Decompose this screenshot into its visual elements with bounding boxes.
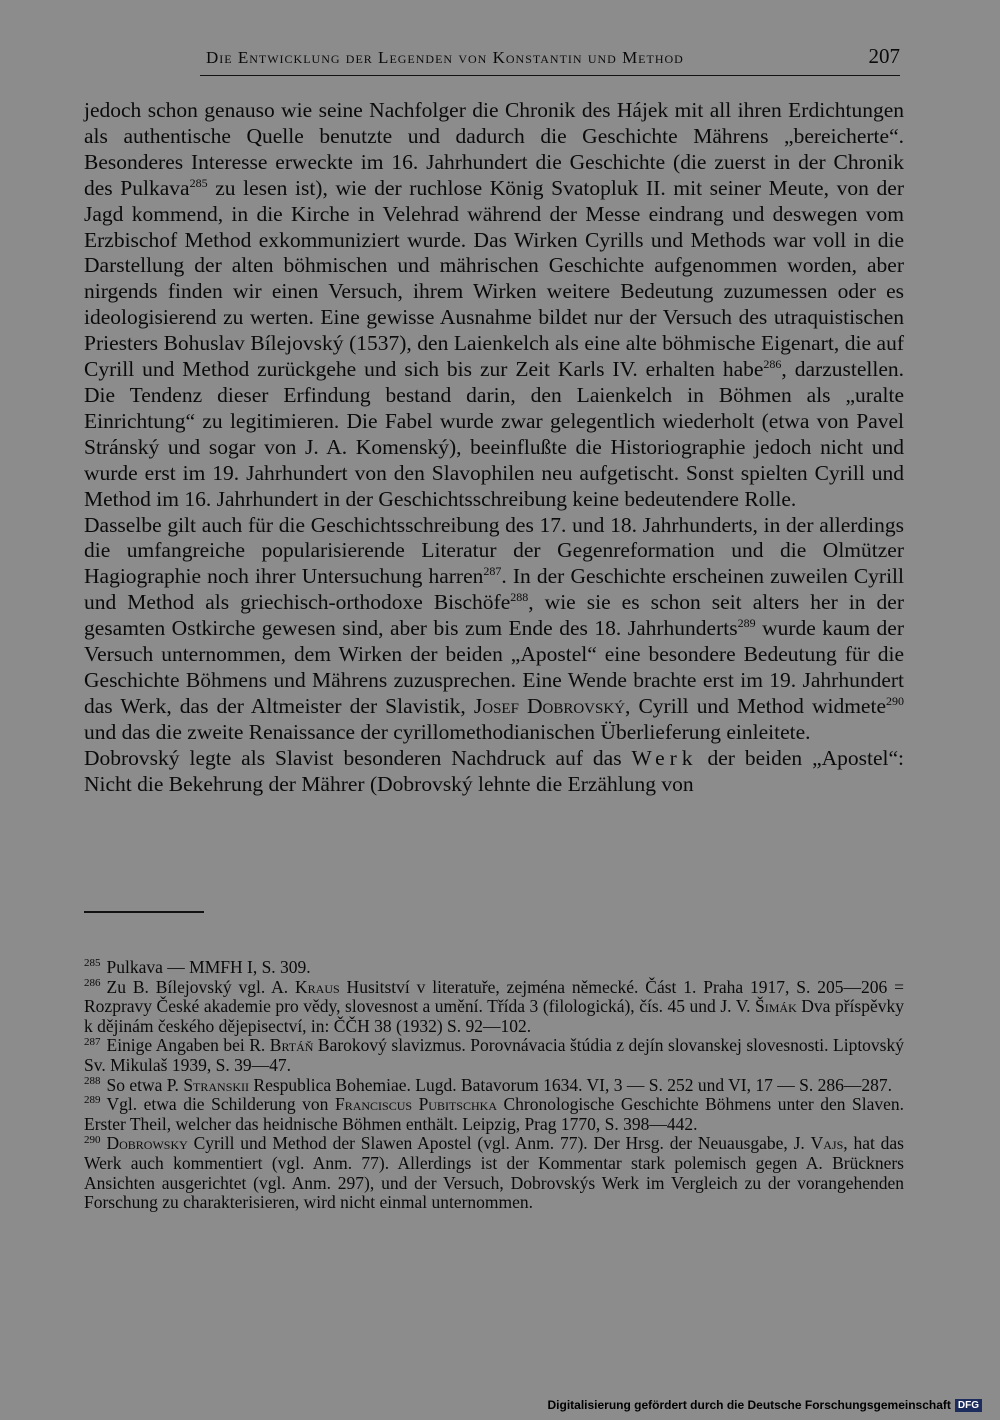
- footnote-285: [84, 958, 904, 978]
- footnote-text: Vgl. etwa die Schilderung von: [106, 1094, 335, 1115]
- author-name: Kraus: [295, 976, 340, 997]
- footnote-text: Zu B. Bílejovský vgl. A.: [106, 976, 296, 997]
- footnote-ref-286[interactable]: 286: [763, 356, 782, 371]
- dfg-logo: DFG: [955, 1399, 982, 1412]
- footnote-number: 286: [84, 976, 101, 989]
- paragraph-2: [84, 513, 904, 746]
- paragraph-1-part-b: zu lesen ist), wie der ruchlose König Svatopluk II. mit seiner Meute, von der Jagd kommend, in die Kirche in Velehrad während der Messe eindrang und deswegen vom Erzbischof Method exkommuniziert wurde. Das Wirken Cyrills und Methods war voll in die Darstellung der alten böhmischen und mährischen Geschichte aufgenommen worden, aber nirgends finden wir einen Versuch, ihrem Wirken weitere Bedeutung zuzumessen oder es ideologisierend zu werten. Eine gewisse Ausnahme bildet nur der Versuch des utraquistischen Priesters Bohuslav Bílejovský (1537), den Laienkelch als eine alte böhmische Eigenart, die auf Cyrill und Method zurückgehe und sich bis zur Zeit Karls IV. erhalten habe: [84, 175, 904, 382]
- footnote-ref-285[interactable]: 285: [189, 175, 208, 190]
- running-header: [200, 42, 900, 76]
- footnote-289: [84, 1095, 904, 1134]
- footnote-ref-288[interactable]: 288: [510, 590, 529, 605]
- author-name: Brtáň: [269, 1035, 314, 1056]
- paragraph-2-part-c: , wie sie es schon seit alters her in der gesamten Ostkirche gewesen sind, aber bis zum Ende des 18. Jahrhunderts: [84, 590, 904, 641]
- footnote-text: So etwa P.: [106, 1074, 184, 1095]
- footnote-text: Cyrill und Method der Slawen Apostel (vgl. Anm. 77). Der Hrsg. der Neuausgabe, J.: [187, 1133, 811, 1154]
- credit-text: Digitalisierung gefördert durch die Deutsche Forschungsgemeinschaft: [547, 1398, 951, 1412]
- footnote-ref-290[interactable]: 290: [886, 693, 904, 708]
- body-text: [84, 98, 904, 797]
- footnote-separator: [84, 911, 204, 913]
- footnote-286: [84, 978, 904, 1037]
- author-name: Šimák: [755, 996, 797, 1017]
- paragraph-2-part-f: und das die zweite Renaissance der cyrillomethodianischen Überlieferung einleitete.: [84, 719, 811, 744]
- author-name: Franciscus Pubitschka: [334, 1094, 497, 1115]
- author-name: Stranskii: [183, 1074, 250, 1095]
- footnote-ref-287[interactable]: 287: [483, 564, 502, 579]
- footnote-text: Dva příspěvky k dějinám českého dějepisectví, in: ČČH 38 (1932) S. 92—102.: [84, 996, 904, 1036]
- page-number: 207: [868, 44, 900, 68]
- footnote-text: Chronologische Geschichte Böhmens unter den Slaven. Erster Theil, welcher das heidnische Böhmen enthält. Leipzig, Prag 1770, S. 398—442.: [84, 1094, 905, 1134]
- footnote-number: 290: [84, 1133, 101, 1146]
- header-rule: [200, 75, 900, 76]
- footnote-287: [84, 1036, 904, 1075]
- footnote-ref-289[interactable]: 289: [737, 615, 756, 630]
- footnote-text: Pulkava — MMFH I, S. 309.: [106, 957, 311, 977]
- paragraph-1-part-a: jedoch schon genauso wie seine Nachfolger die Chronik des Hájek mit all ihren Erdichtungen als authentische Quelle benutzte und dadurch die Geschichte Mährens „bereicherte“. Besonderes Interesse erweckte im 16. Jahrhundert die Geschichte (die zuerst in der Chronik des Pulkava: [84, 98, 904, 200]
- footnotes: [84, 958, 904, 1213]
- footnote-288: [84, 1076, 904, 1096]
- emphasis-werk: Werk: [631, 745, 698, 770]
- author-name-dobrovsky: Josef Dobrovský: [473, 693, 626, 718]
- paragraph-2-part-b: . In der Geschichte erscheinen zuweilen Cyrill und Method als griechisch-orthodoxe Bischöfe: [84, 564, 905, 615]
- paragraph-1-part-c: , darzustellen. Die Tendenz dieser Erfindung bestand darin, den Laienkelch in Böhmen als „uralte Einrichtung“ zu legitimieren. Die Fabel wurde zwar gelegentlich wiederholt (etwa von Pavel Stránský und sogar von J. A. Komenský), beeinflußte die Historiographie jedoch nicht und wurde erst im 19. Jahrhundert von den Slavophilen neu aufgetischt. Sonst spielten Cyrill und Method im 16. Jahrhundert in der Geschichtsschreibung keine bedeutendere Rolle.: [84, 357, 904, 511]
- paragraph-2-part-e: , Cyrill und Method widmete: [625, 693, 886, 718]
- paragraph-1: [84, 98, 904, 513]
- running-title: Die Entwicklung der Legenden von Konstantin und Method: [206, 48, 684, 67]
- paragraph-2-part-a: Dasselbe gilt auch für die Geschichtsschreibung des 17. und 18. Jahrhunderts, in der allerdings die umfangreiche popularisierende Literatur der Gegenreformation und die Olmützer Hagiographie noch ihrer Untersuchung harren: [84, 512, 904, 589]
- footnote-number: 289: [84, 1094, 101, 1107]
- paragraph-2-part-d: wurde kaum der Versuch unternommen, dem Wirken der beiden „Apostel“ eine besondere Bedeutung für die Geschichte Böhmens und Mährens zuzusprechen. Eine Wende brachte erst im 19. Jahrhundert das Werk, das der Altmeister der Slavistik,: [84, 616, 904, 718]
- author-name: Vajs: [810, 1133, 844, 1154]
- paragraph-3-part-a: Dobrovský legte als Slavist besonderen Nachdruck auf das: [84, 745, 632, 770]
- digitization-credit: [547, 1396, 982, 1414]
- footnote-text: Husitství v literatuře, zejména německé. Část 1. Praha 1917, S. 205—206 = Rozpravy České akademie pro vědy, slovesnost a umění. Třída 3 (filologická), čís. 45 und J. V.: [84, 976, 904, 1017]
- footnote-text: Respublica Bohemiae. Lugd. Batavorum 1634. VI, 3 — S. 252 und VI, 17 — S. 286—287.: [249, 1074, 892, 1095]
- paragraph-3: [84, 746, 904, 798]
- footnote-number: 285: [84, 957, 101, 970]
- footnote-text: , hat das Werk auch kommentiert (vgl. Anm. 77). Allerdings ist der Kommentar stark polemisch gegen A. Brückners Ansichten ausgerichtet (vgl. Anm. 297), und der Versuch, Dobrovskýs Werk im Vergleich zu der vorangehenden Forschung zu charakterisieren, wird nicht einmal unternommen.: [84, 1133, 904, 1213]
- footnote-number: 287: [84, 1035, 101, 1048]
- footnote-text: Einige Angaben bei R.: [106, 1035, 270, 1056]
- footnote-number: 288: [84, 1074, 101, 1087]
- paragraph-3-part-b: der beiden „Apostel“: Nicht die Bekehrung der Mährer (Dobrovský lehnte die Erzählung von: [84, 745, 905, 796]
- footnote-text: Barokový slavizmus. Porovnávacia štúdia z dejín slovanskej slovesnosti. Liptovský Sv. Mikulaš 1939, S. 39—47.: [84, 1035, 904, 1075]
- author-name: Dobrowsky: [106, 1133, 188, 1154]
- footnote-290: [84, 1134, 904, 1212]
